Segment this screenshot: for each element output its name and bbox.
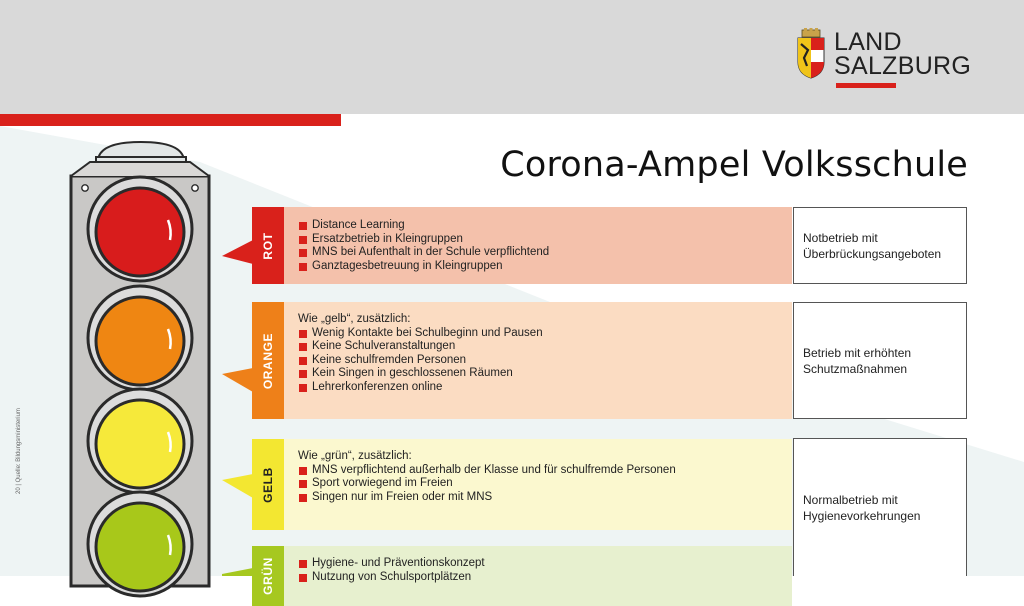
level-rot-tag [252, 207, 284, 284]
list-item: Singen nur im Freien oder mit MNS [298, 491, 792, 505]
list-item: MNS bei Aufenthalt in der Schule verpflichtend [298, 246, 792, 260]
orange-pointer [222, 368, 254, 398]
accent-stripe [0, 114, 341, 126]
list-item: Keine schulfremden Personen [298, 354, 792, 368]
level-gruen-measures [284, 546, 792, 606]
level-orange-tag [252, 302, 284, 419]
gelb-pointer [222, 474, 254, 504]
list-item: Distance Learning [298, 219, 792, 233]
yellow-lamp [88, 389, 192, 493]
level-orange-label: ORANGE [261, 332, 275, 389]
list-item: MNS verpflichtend außerhalb der Klasse und für schulfremde Personen [298, 464, 792, 478]
level-gelb-intro: Wie „grün“, zusätzlich: [298, 450, 412, 462]
list-item: Wenig Kontakte bei Schulbeginn und Pausen [298, 327, 792, 341]
level-gruen-label: GRÜN [261, 557, 275, 595]
level-rot-label: ROT [261, 231, 275, 260]
green-lamp [88, 492, 192, 596]
list-item: Sport vorwiegend im Freien [298, 477, 792, 491]
level-orange-intro: Wie „gelb“, zusätzlich: [298, 313, 411, 325]
list-item: Nutzung von Schulsportplätzen [298, 571, 792, 585]
logo-word-salzburg: SALZBURG [834, 52, 972, 80]
land-salzburg-logo [796, 28, 971, 90]
level-gelb-label: GELB [261, 466, 275, 503]
orange-lamp [88, 286, 192, 390]
level-rot-measures [284, 207, 792, 284]
traffic-light [0, 126, 230, 576]
description-rot: Notbetrieb mit Überbrückungsangeboten [793, 207, 967, 284]
description-orange: Betrieb mit erhöhten Schutzmaßnahmen [793, 302, 967, 419]
level-gruen [252, 546, 792, 595]
level-orange [252, 302, 792, 419]
level-gruen-tag [252, 546, 284, 606]
logo-word-land: LAND [834, 28, 902, 56]
logo-underline [836, 83, 896, 88]
description-normal: Normalbetrieb mit Hygienevorkehrungen [793, 438, 967, 576]
level-gelb-tag [252, 439, 284, 530]
list-item: Lehrerkonferenzen online [298, 381, 792, 395]
red-lamp [88, 177, 192, 281]
rot-pointer [222, 240, 254, 270]
salzburg-crest-icon [796, 28, 826, 78]
list-item: Ganztagesbetreuung in Kleingruppen [298, 260, 792, 274]
list-item: Ersatzbetrieb in Kleingruppen [298, 233, 792, 247]
level-gelb [252, 439, 792, 530]
page-title: Corona-Ampel Volksschule [500, 145, 968, 185]
level-orange-measures [284, 302, 792, 419]
list-item: Hygiene- und Präventionskonzept [298, 557, 792, 571]
list-item: Keine Schulveranstaltungen [298, 340, 792, 354]
level-gelb-measures [284, 439, 792, 530]
gruen-pointer [222, 566, 254, 576]
image-credit: 20 | Quelle: Bildungsministerium [16, 408, 22, 494]
level-rot [252, 207, 792, 284]
list-item: Kein Singen in geschlossenen Räumen [298, 367, 792, 381]
